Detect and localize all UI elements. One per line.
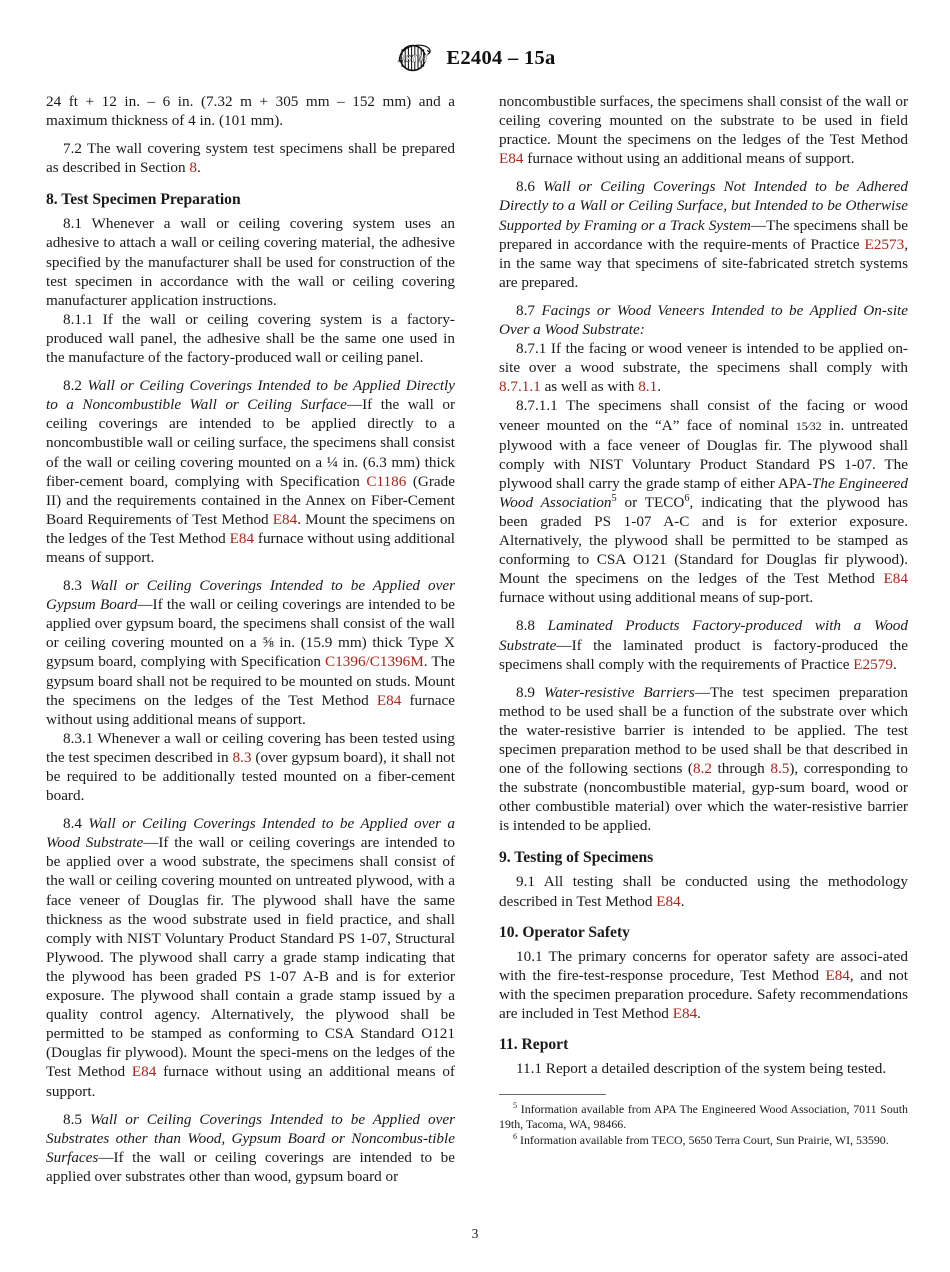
paragraph-8-7-1 bbox=[499, 339, 908, 396]
text-run: —If the wall or ceiling coverings are intended to be applied over gypsum board, the specimens shall consist of the wall or ceiling covering mounted on a ⅝ in. (15.9 mm) thick Type X gypsum board, complying with Specification bbox=[46, 596, 455, 671]
paragraph-7-1-continued bbox=[46, 92, 455, 130]
text-run: 8.6 bbox=[516, 178, 544, 196]
text-run: as well as with bbox=[540, 378, 639, 396]
text-run: 10.1 The primary concerns for operator safety are associ-ated with the fire-test-response procedure, Test Method bbox=[499, 947, 908, 984]
paragraph-8-8 bbox=[499, 616, 908, 673]
paragraph-8-2 bbox=[46, 376, 455, 567]
paragraph-8-1-1: 8.1.1 If the wall or ceiling covering system is a factory-produced wall panel, the adhesive shall be the same one used in the manufacture of the factory-produced wall or ceiling panel. bbox=[46, 310, 455, 367]
paragraph-8-5-continued bbox=[499, 92, 908, 168]
heading-section-8: 8. Test Specimen Preparation bbox=[46, 191, 241, 209]
paragraph-8-4 bbox=[46, 814, 455, 1100]
text-run: . bbox=[657, 378, 661, 396]
paragraph-8-9 bbox=[499, 683, 908, 836]
reference-link-e84[interactable]: E84 bbox=[272, 510, 298, 528]
text-run: or TECO bbox=[616, 493, 685, 511]
text-run: 8.3.1 Whenever a wall or ceiling covering has been tested using the test specimen described in bbox=[46, 729, 455, 766]
text-run: . bbox=[680, 892, 685, 910]
text-run: 8.7.1.1 The specimens shall consist of the facing or wood veneer mounted on the “A” face of nominal bbox=[499, 397, 908, 434]
paragraph-8-7-1-1 bbox=[499, 396, 908, 607]
text-run: 9.1 All testing shall be conducted using the methodology described in Test Method bbox=[499, 873, 908, 910]
subsection-title: Water-resistive Barriers bbox=[543, 683, 695, 701]
reference-link-c1186[interactable]: C1186 bbox=[366, 472, 407, 490]
subsection-title: Wall or Ceiling Coverings Intended to be Applied over Gypsum Board bbox=[46, 577, 455, 614]
page-title: E2404 – 15a bbox=[446, 46, 556, 69]
text-run: 24 ft + 12 in. – 6 in. (7.32 m + 305 mm – 152 mm) and a maximum thickness of 4 in. (101 mm). bbox=[46, 93, 455, 130]
text-run: noncombustible surfaces, the specimens shall consist of the wall or ceiling covering mounted on the substrate to be used in field practice. Mount the specimens on the ledges of the Test Method bbox=[499, 93, 908, 149]
text-run: —If the wall or ceiling coverings are intended to be applied over substrates other than wood, gypsum board or bbox=[46, 1148, 455, 1185]
reference-link-8-3[interactable]: 8.3 bbox=[232, 748, 252, 766]
text-run: —The test specimen preparation method to be used shall be a function of the substrate over which the water-resistive barrier is intended to be applied. The test specimen preparation method to be used shall be that described in one of the following sections ( bbox=[499, 683, 908, 778]
text-run: . bbox=[892, 655, 897, 673]
reference-link-e84[interactable]: E84 bbox=[499, 150, 524, 168]
reference-link-8-2[interactable]: 8.2 bbox=[692, 760, 712, 778]
footnote-marker-6[interactable]: 6 bbox=[684, 492, 690, 504]
text-run: 8.2 bbox=[63, 377, 88, 395]
footnotes-block bbox=[499, 1094, 908, 1148]
reference-link-e84[interactable]: E84 bbox=[376, 691, 402, 709]
reference-link-e84[interactable]: E84 bbox=[131, 1063, 157, 1081]
text-run: —If the wall or ceiling coverings are intended to be applied directly to a noncombustible wall or ceiling surface, the specimens shall consist of the wall or ceiling covering mounted on a ¼ in. (6.3 mm) thick fiber-cement board, complying with Specification bbox=[46, 396, 455, 490]
text-run: . bbox=[197, 159, 201, 177]
text-run: through bbox=[711, 760, 771, 778]
reference-link-section-8[interactable]: 8 bbox=[189, 159, 197, 177]
text-run: in. untreated plywood with a face veneer of Douglas fir. The plywood shall comply with NIST Voluntary Product Standard PS 1-07. The plywood shall carry the grade stamp of either APA- bbox=[499, 416, 908, 492]
subsection-title: Wall or Ceiling Coverings Intended to be Applied over a Wood Substrate bbox=[46, 815, 456, 852]
text-run: ), corresponding to the substrate (noncombustible material, gyp-sum board, wood or other combustible material) over which the water-resistive barrier is intended to be applied. bbox=[499, 760, 908, 835]
text-run: , in the same way that specimens of site-fabricated stretch systems are prepared. bbox=[499, 235, 908, 291]
text-run: 8.3 bbox=[63, 577, 90, 595]
page-number: 3 bbox=[471, 1226, 479, 1241]
paragraph-8-3 bbox=[46, 576, 455, 729]
reference-link-8-5[interactable]: 8.5 bbox=[770, 760, 790, 778]
text-run: . bbox=[697, 1004, 701, 1022]
text-run: furnace without using additional means of sup-port. bbox=[499, 589, 814, 607]
text-run: 7.2 The wall covering system test specimens shall be prepared as described in Section bbox=[46, 140, 455, 177]
text-run: . The gypsum board shall not be required to be mounted on studs. Mount the specimens on the ledges of the Test Method bbox=[46, 653, 455, 709]
text-run: —If the wall or ceiling coverings are intended to be applied over a wood substrate, the specimens shall consist of the wall or ceiling covering mounted on untreated plywood, with a face veneer of Douglas fir. The plywood shall have the same thickness as the wood substrate used in field practice, and shall comply with NIST Voluntary Product Standard PS 1-07, Structural Plywood. The plywood shall carry a grade stamp indicating that the plywood has been graded PS 1-07 A-B and is for exterior exposure. The plywood shall contain a grade stamp issued by a quality control agency. Alternatively, the plywood shall be permitted to be stamped as conforming to CSA Standard O121 (Douglas fir plywood). Mount the speci-mens on the ledges of the Test Method bbox=[46, 834, 455, 1081]
footnote-number: 6 bbox=[513, 1131, 518, 1141]
paragraph-9-1 bbox=[499, 872, 908, 910]
text-run: (Grade II) and the requirements contained in the Annex on Fiber-Cement Board Requirements of Test Method bbox=[46, 472, 455, 528]
subsection-title: Wall or Ceiling Coverings Intended to be Applied Directly to a Noncombustible Wall or Ceiling Surface bbox=[46, 377, 455, 414]
text-run: , and not with the specimen preparation procedure. Safety recommendations are included in Test Method bbox=[499, 966, 908, 1022]
footnote-item bbox=[499, 1133, 908, 1148]
body-columns bbox=[46, 92, 908, 1186]
text-run: . Mount the specimens on the ledges of the Test Method bbox=[46, 510, 456, 547]
footnote-separator-rule bbox=[499, 1094, 606, 1095]
footnote-item bbox=[499, 1102, 908, 1132]
paragraph-8-5 bbox=[46, 1110, 455, 1186]
reference-link-e2579[interactable]: E2579 bbox=[853, 655, 893, 673]
subsection-title: Facings or Wood Veneers Intended to be Applied On-site Over a Wood Substrate: bbox=[499, 301, 908, 339]
subsection-title: Laminated Products Factory-produced with a Wood Substrate bbox=[499, 617, 908, 654]
text-run: 8.8 bbox=[516, 617, 548, 635]
page-header bbox=[0, 42, 950, 74]
reference-link-c1396[interactable]: C1396/C1396M bbox=[325, 653, 424, 671]
text-run: 8.7.1 If the facing or wood veneer is intended to be applied on-site over a wood substrate, the specimens shall comply with bbox=[499, 340, 908, 377]
reference-link-8-1[interactable]: 8.1 bbox=[638, 378, 658, 396]
reference-link-e2573[interactable]: E2573 bbox=[864, 235, 905, 253]
paragraph-7-2 bbox=[46, 139, 455, 177]
text-run: , indicating that the plywood has been graded PS 1-07 A-C and is for exterior exposure. Alternatively, the plywood shall be permitted to be stamped as conforming to CSA O121 (Standard for Douglas fir plywood). Mount the specimens on the ledges of the Test Method bbox=[499, 493, 909, 588]
fraction-fifteen-thirtyseconds: 15⁄32 bbox=[795, 418, 822, 433]
subsection-title: Wall or Ceiling Coverings Not Intended to be Adhered Directly to a Wall or Ceiling Surface, but Intended to be Otherwise Supported by Framing or a Track System bbox=[499, 178, 909, 234]
text-run: 8.9 bbox=[516, 683, 544, 701]
reference-link-e84[interactable]: E84 bbox=[672, 1004, 698, 1022]
astm-logo bbox=[394, 42, 434, 74]
paragraph-8-6 bbox=[499, 177, 908, 292]
reference-link-e84[interactable]: E84 bbox=[229, 529, 255, 547]
reference-link-8-7-1-1[interactable]: 8.7.1.1 bbox=[499, 378, 541, 396]
reference-link-e84[interactable]: E84 bbox=[825, 966, 850, 984]
text-run: furnace without using additional means of support. bbox=[46, 691, 456, 728]
text-run: —The specimens shall be prepared in accordance with the require-ments of Practice bbox=[499, 216, 908, 253]
footnote-number: 5 bbox=[513, 1101, 518, 1111]
text-run: (over gypsum board), it shall not be required to be additionally tested mounted on a fiber-cement board. bbox=[46, 748, 455, 805]
right-column bbox=[499, 92, 908, 1186]
left-column bbox=[46, 92, 455, 1186]
footnote-marker-5[interactable]: 5 bbox=[611, 492, 617, 504]
text-run: 8.4 bbox=[63, 815, 89, 833]
text-run: 8.7 bbox=[516, 301, 542, 319]
heading-section-10: 10. Operator Safety bbox=[499, 923, 630, 941]
text-run: 8.5 bbox=[63, 1110, 90, 1128]
footnote-text: Information available from TECO, 5650 Terra Court, Sun Prairie, WI, 53590. bbox=[517, 1132, 889, 1147]
text-run: furnace without using additional means of support. bbox=[46, 529, 455, 566]
text-run: furnace without using an additional means of support. bbox=[523, 150, 855, 168]
reference-link-e84[interactable]: E84 bbox=[656, 892, 681, 910]
text-run: —If the laminated product is factory-produced the specimens shall comply with the requirements of Practice bbox=[499, 636, 908, 673]
paragraph-8-7 bbox=[499, 301, 908, 339]
footnote-text: Information available from APA The Engineered Wood Association, 7011 South 19th, Tacoma, WA, 98466. bbox=[499, 1102, 908, 1132]
reference-link-e84[interactable]: E84 bbox=[883, 570, 908, 588]
paragraph-11-1: 11.1 Report a detailed description of the system being tested. bbox=[516, 1060, 887, 1078]
paragraph-8-3-1 bbox=[46, 729, 455, 805]
text-run: furnace without using an additional means of support. bbox=[46, 1063, 455, 1100]
svg-text:ASTM: ASTM bbox=[398, 53, 428, 65]
subsection-title: Wall or Ceiling Coverings Intended to be Applied over Substrates other than Wood, Gypsum Board or Noncombus-tible Surfaces bbox=[46, 1110, 455, 1166]
heading-section-9: 9. Testing of Specimens bbox=[499, 849, 654, 867]
heading-section-11: 11. Report bbox=[499, 1036, 569, 1054]
organization-name: The Engineered Wood Association bbox=[499, 474, 908, 511]
paragraph-10-1 bbox=[499, 947, 908, 1023]
paragraph-8-1: 8.1 Whenever a wall or ceiling covering system uses an adhesive to attach a wall or ceiling covering material, the adhesive specified by the manufacturer shall be used for construction of the test specimen in accordance with the wall or ceiling covering manufacturer application instructions. bbox=[46, 215, 455, 309]
